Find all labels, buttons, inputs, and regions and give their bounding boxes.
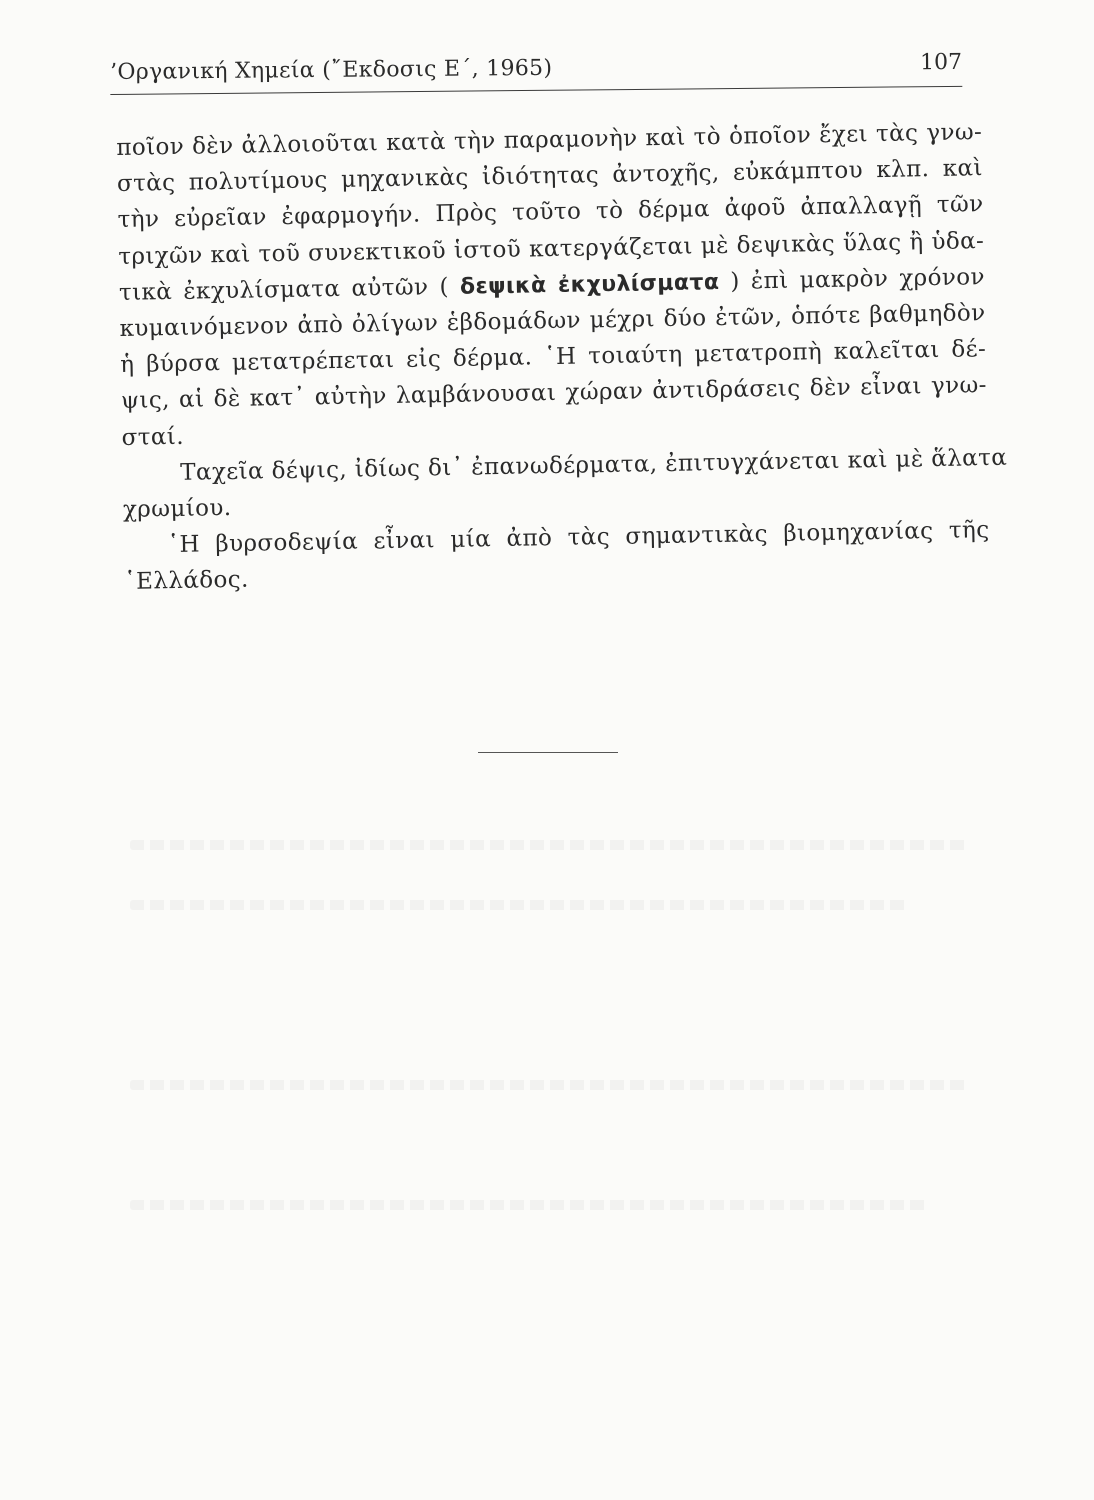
text-line: κυμαινόμενον ἀπὸ ὀλίγων ἑβδομάδων μέχρι δύο ἐτῶν, ὁπότε βαθμηδὸν bbox=[119, 300, 986, 342]
paragraph-first-line: ῾Η βυρσοδεψία εἶναι μία ἀπὸ τὰς σημαντικὰς βιομηχανίας τῆς bbox=[167, 517, 990, 559]
body-text bbox=[116, 114, 1008, 600]
text-line: στὰς πολυτίμους μηχανικὰς ἰδιότητας ἀντοχῆς, εὐκάμπτου κλπ. καὶ bbox=[116, 155, 984, 198]
header-rule bbox=[110, 86, 962, 95]
text-line: ψις, αἱ δὲ κατ᾽ αὐτὴν λαμβάνουσαι χώραν ἀντιδράσεις δὲν εἶναι γνω- bbox=[120, 372, 988, 415]
paragraph-first-line: Ταχεῖα δέψις, ἰδίως δι᾽ ἐπανωδέρματα, ἐπιτυγχάνεται καὶ μὲ ἅλατα bbox=[180, 444, 1008, 486]
text-line: σταί. bbox=[121, 423, 185, 451]
bleed-through-mark bbox=[130, 900, 910, 910]
text-line: ῾Ελλάδος. bbox=[124, 566, 249, 596]
bleed-through-mark bbox=[130, 1200, 930, 1210]
text-line: τριχῶν καὶ τοῦ συνεκτικοῦ ἱστοῦ κατεργάζεται μὲ δεψικὰς ὕλας ἢ ὑδα- bbox=[118, 227, 985, 270]
bold-term: δεψικὰ ἐκχυλίσματα bbox=[459, 269, 720, 300]
bleed-through-mark bbox=[130, 1080, 970, 1090]
text-line: τὴν εὐρεῖαν ἐφαρμογήν. Πρὸς τοῦτο τὸ δέρμα ἀφοῦ ἀπαλλαγῇ τῶν bbox=[117, 191, 984, 234]
header-title: ’Οργανική Χημεία (῎Εκδοσις Ε΄, 1965) bbox=[110, 55, 553, 85]
text-line: χρωμίου. bbox=[122, 494, 232, 523]
section-end-rule bbox=[478, 752, 618, 753]
text-line: ἡ βύρσα μετατρέπεται εἰς δέρμα. ῾Η τοιαύτη μετατροπὴ καλεῖται δέ- bbox=[120, 336, 987, 379]
text-fragment: τικὰ ἐκχυλίσματα αὐτῶν ( bbox=[118, 273, 450, 306]
text-line: ποῖον δὲν ἀλλοιοῦται κατὰ τὴν παραμονὴν καὶ τὸ ὁποῖον ἔχει τὰς γνω- bbox=[116, 119, 983, 161]
running-header bbox=[110, 50, 962, 98]
text-fragment: ) ἐπὶ μακρὸν χρόνον bbox=[730, 263, 986, 295]
page-number: 107 bbox=[919, 49, 963, 76]
bleed-through-mark bbox=[130, 840, 970, 850]
